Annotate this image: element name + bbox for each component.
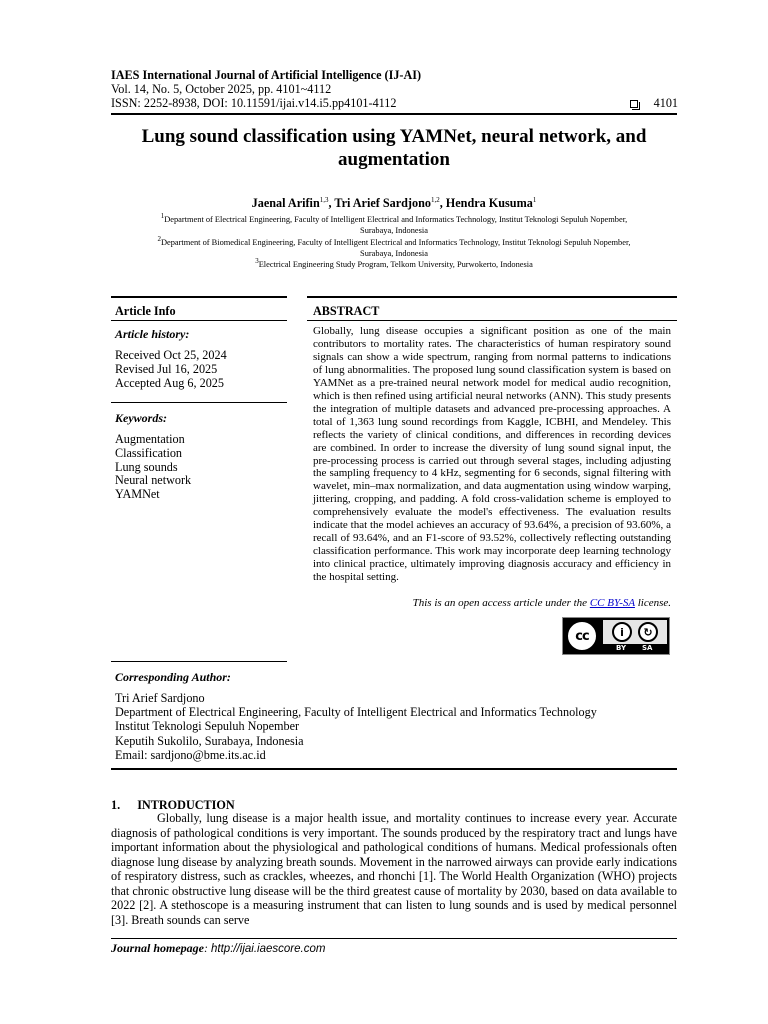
sa-label: SA — [642, 644, 653, 652]
article-info-divider — [111, 320, 287, 321]
corresponding-details — [115, 691, 597, 762]
affiliation-mark: 1 — [160, 212, 165, 220]
license-prefix: This is an open access article under the — [412, 597, 590, 609]
section-title: INTRODUCTION — [137, 798, 235, 812]
article-history-heading: Article history: — [115, 327, 190, 341]
license-suffix: license. — [634, 597, 671, 609]
abstract-text: Globally, lung disease occupies a significant position as one of the main contributors to mortality rates. The characteristics of human respiratory sound signals can show a wide spectrum, ranging from normal patterns to indications of lung abnormalities. The proposed lung sound classification system is based on YAMNet as a pre-trained neural network model for medical audio recognition, which is then refined using artificial neural networks (ANN). This study presents the integration of multiple datasets and advanced pre-processing approaches. A total of 1,363 lung sound recordings from Kaggle, ICBHI, and Mendeley. This reflects the variety of clinical conditions, and differences in recording devices are combined. In order to increase the diversity of lung sound signal input, the pre-processing process is carried out through several stages, including adjusting the sampling frequency to 4 kHz, segmenting for 6 seconds, signal filtering with wavelet, min–max normalization, and data augmentation using window warping, jittering, cropping, and padding. A fold cross-validation scheme is employed to comprehensively evaluate the model's effectiveness. The evaluation results indicate that the model achieves an accuracy of 93.64%, a precision of 93.60%, a recall of 93.64%, and an F1-score of 93.52%, collectively reflecting outstanding classification performance. This work may incorporate deep learning technology into clinical practice, ultimately improving diagnosis accuracy and efficiency in the hospital setting. — [313, 325, 671, 584]
affiliation-text: Department of Electrical Engineering, Faculty of Intelligent Electrical and Informatics Technology, Institut Teknologi Sepuluh Nopember, — [164, 214, 628, 224]
abstract-divider — [307, 320, 677, 321]
author-name: Hendra Kusuma — [445, 196, 533, 211]
corresponding-heading: Corresponding Author: — [115, 670, 231, 684]
author-affil-mark: 1,3 — [319, 196, 329, 204]
journal-issn-doi: ISSN: 2252-8938, DOI: 10.11591/ijai.v14.i5.pp4101-4112 — [111, 96, 397, 110]
history-received: Received Oct 25, 2024 — [115, 348, 227, 362]
journal-name: IAES International Journal of Artificial Intelligence (IJ-AI) — [111, 68, 422, 82]
article-history-list — [115, 348, 227, 391]
keyword-item: Lung sounds — [115, 459, 178, 474]
front-matter-end-rule — [111, 768, 677, 770]
history-accepted: Accepted Aug 6, 2025 — [115, 376, 224, 391]
page-number-block — [630, 96, 678, 111]
section-number: 1. — [111, 798, 121, 812]
author-name: Jaenal Arifin — [251, 196, 320, 211]
affiliation-1 — [111, 211, 677, 236]
cc-by-sa-badge[interactable] — [562, 617, 670, 655]
abstract-heading: ABSTRACT — [313, 304, 380, 318]
paper-title: Lung sound classification using YAMNet, neural network, and augmentation — [141, 126, 647, 170]
corresponding-rule — [111, 661, 287, 662]
article-info-rule-top — [111, 296, 287, 298]
author-list: Jaenal Arifin$^{1,3}$, Tri Arief Sardjono$^{1,2}$, Hendra Kusuma$^1$ — [251, 196, 537, 211]
affiliation-mark: 2 — [157, 235, 161, 243]
by-person-icon: i — [612, 622, 632, 642]
square-icon — [630, 100, 638, 108]
affiliation-text: Surabaya, Indonesia — [360, 225, 428, 235]
keyword-item: Augmentation — [115, 432, 185, 446]
abstract-rule-top — [307, 296, 677, 298]
affiliation-text: Department of Biomedical Engineering, Faculty of Intelligent Electrical and Informatics Technology, Institut Teknologi Sepuluh Nopember, — [160, 237, 631, 247]
by-label: BY — [616, 644, 627, 652]
introduction-text: Globally, lung disease is a major health issue, and mortality continues to increase every year. Accurate diagnosis of pathological conditions is very important. The sounds produced by the respiratory tract and lungs have important information about the physiological and pathological conditions of humans. Medical professionals often diagnose lung disease by analyzing breath sounds. Movement in the narrowed airways can provide early indications of respiratory distress, such as crackles, wheezes, and rhonchi [1]. The World Health Organization (WHO) projects that chronic obstructive lung disease will be the third greatest cause of mortality by 2030, based on data available to 2022 [2]. A stethoscope is a measuring instrument that can listen to lung sounds and is used by medical personnel [3]. Breath sounds can serve — [111, 811, 677, 927]
corresponding-institution: Institut Teknologi Sepuluh Nopember — [115, 719, 300, 734]
corresponding-address: Keputih Sukolilo, Surabaya, Indonesia — [115, 733, 304, 748]
author-name: Tri Arief Sardjono — [334, 196, 431, 211]
affiliation-text: Electrical Engineering Study Program, Telkom University, Purwokerto, Indonesia — [258, 259, 533, 269]
keyword-item: Neural network — [115, 473, 192, 488]
corresponding-email: Email: sardjono@bme.its.ac.id — [115, 747, 266, 762]
keyword-item: Classification — [115, 445, 183, 460]
journal-homepage-line: Journal homepage: http://ijai.iaescore.com — [111, 941, 326, 955]
corresponding-name: Tri Arief Sardjono — [115, 691, 205, 705]
history-revised: Revised Jul 16, 2025 — [115, 362, 218, 377]
keyword-item: YAMNet — [115, 487, 160, 502]
footer-rule — [111, 938, 677, 939]
affiliation-mark: 3 — [255, 257, 259, 265]
header-rule — [111, 113, 677, 115]
keywords-divider — [111, 402, 287, 403]
journal-volume: Vol. 14, No. 5, October 2025, pp. 4101~4112 — [111, 82, 332, 96]
page-number: 4101 — [653, 96, 678, 110]
homepage-label: Journal homepage — [111, 941, 205, 955]
introduction-paragraph — [111, 811, 677, 927]
share-alike-icon: ↻ — [638, 622, 658, 642]
keywords-list — [115, 433, 191, 502]
cc-by-sa-link[interactable]: CC BY-SA — [589, 597, 635, 609]
article-info-heading: Article Info — [115, 304, 176, 318]
keywords-heading: Keywords: — [115, 411, 167, 425]
cc-icon: cc — [566, 620, 598, 652]
affiliation-text: Surabaya, Indonesia — [360, 248, 428, 258]
homepage-url[interactable]: http://ijai.iaescore.com — [211, 943, 326, 955]
author-affil-mark: 1 — [532, 196, 537, 204]
author-affil-mark: 1,2 — [430, 196, 440, 204]
license-line — [313, 597, 671, 609]
corresponding-department: Department of Electrical Engineering, Faculty of Intelligent Electrical and Informatics Technology — [115, 705, 597, 720]
affiliation-3 — [111, 256, 677, 270]
